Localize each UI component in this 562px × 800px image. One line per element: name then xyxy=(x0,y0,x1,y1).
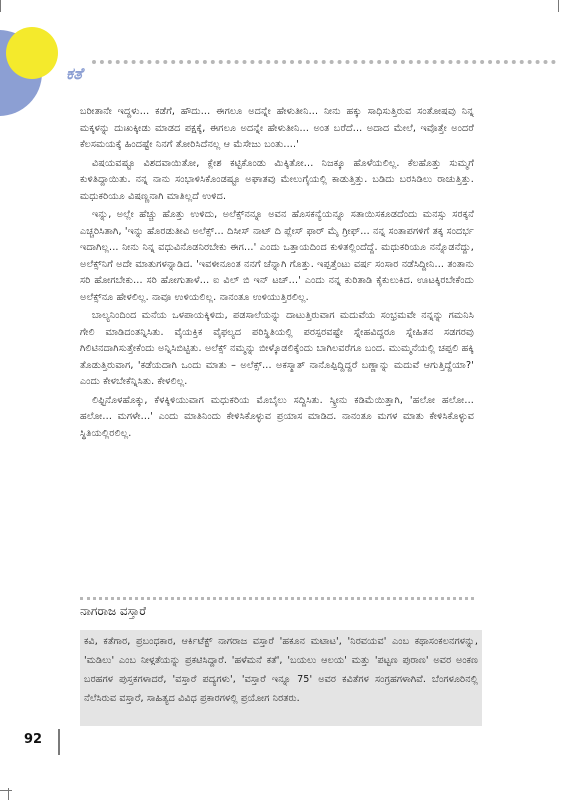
crop-mark xyxy=(0,0,1,12)
header-dotted-rule xyxy=(92,60,556,64)
story-paragraph: ಬರೀತಾನೇ ಇದ್ದಳು... ಕಡೆಗೆ, ಹೌದು... ಈಗಲೂ ಅದನ್ನೇ ಹೇಳುತೀನಿ... ನೀನು ಹಕ್ಕು ಸಾಧಿಸುತ್ತಿರುವ ಸಂತೋಷವು ನಿನ್ನ ಮಕ್ಕಳನ್ನು ದುಃಖಕ್ಕೀಡು ಮಾಡದ ಪಕ್ಷಕ್ಕೆ, ಈಗಲೂ ಅದನ್ನೇ ಹೇಳುತೀನಿ... ಅಂತ ಬರೆದೆ... ಅದಾದ ಮೇಲೆ, ಇವೊತ್ತೇ ಅಂದರೆ ಕೆಲಸಮಯಕ್ಕೆ ಹಿಂದಷ್ಟೇ ನಿನಗೆ ತೋರಿಸಿದೆನಲ್ಲ ಆ ಮೆಸೇಜು ಬಂತು....' xyxy=(80,106,474,150)
page-number-rule xyxy=(58,729,60,755)
crop-mark xyxy=(558,0,559,12)
author-name: ನಾಗರಾಜ ವಸ್ತಾರೆ xyxy=(80,604,147,618)
story-paragraph: ವಿಷಯವಷ್ಟೂ ವಿಶದವಾಯಿತೋ, ಕ್ಲೇಶ ಕಟ್ಟಿಕೊಂಡು ಮಿಕ್ಕಿತೋ... ನಿಜಕ್ಕೂ ಹೊಳೆಯಲಿಲ್ಲ. ಕೆಲಹೊತ್ತು ಸುಮ್ಮಗೆ ಕುಳಿತಿದ್ದಾಯಿತು. ನನ್ನ ನಾನು ಸಂಭಾಳಿಸಿಕೊಂಡಷ್ಟೂ ಅಘಾತವು ಮೇಲುಗೈಯಲ್ಲಿ ಕಾಡುತ್ತಿತ್ತು. ಬಡಿದು ಬರಸಿಡಿಲು ರಾಚುತ್ತಿತ್ತು. ಮಧುಕರಿಯೂ ವಿಷಣ್ಣನಾಗಿ ಮಾತಿಲ್ಲದೆ ಉಳಿದ. xyxy=(80,157,474,202)
section-label: ಕತೆ xyxy=(66,64,83,83)
author-bio-box xyxy=(80,630,482,726)
story-paragraph: ಇನ್ನು, ಅಲ್ಲೇ ಹೆಚ್ಚು ಹೊತ್ತು ಉಳಿದು, ಅಲೆಕ್ಸ್‌ನನ್ನೂ ಅವನ ಹೊಸಕನ್ಯೆಯನ್ನೂ ಸತಾಯಿಸಕೂಡದೆಂದು ಮನಸ್ಸು ಸರಕ್ಕನೆ ಎಚ್ಚರಿಸಿತಾಗಿ, 'ಇನ್ನು ಹೊರಡುತೀವಿ ಅಲೆಕ್ಸ್... ದಿಸೀಸ್ ನಾಟ್ ದಿ ಪ್ಲೇಸ್ ಫಾರ್ ಮೈ ಗ್ರೀಫ್... ನನ್ನ ಸಂತಾಪಗಳಿಗೆ ತಕ್ಕ ಸಂದರ್ಭ ಇದಾಗಿಲ್ಲ... ನೀನು ನಿನ್ನ ವಧುವಿನೊಡನಿರಬೇಕು ಈಗ...' ಎಂದು ಒತ್ತಾಯದಿಂದ ಕುಳಿತಲ್ಲಿಂದೆದ್ದೆ. ಮಧುಕರಿಯೂ ನನ್ನೊಡನೆದ್ದು, ಅಲೆಕ್ಸ್‌ನಿಗೆ ಅದೇ ಮಾತುಗಳನ್ನಾಡಿದ. 'ಇವಳೀನೂಂತ ನನಗೆ ಚೆನ್ನಾಗಿ ಗೊತ್ತು. ಇಪ್ಪತ್ತೆಂಟು ವರ್ಷ ಸಂಸಾರ ನಡೆಸಿದ್ದೀನಿ... ತಂತಾನು ಸರಿ ಹೋಗಬೇಕು... ಸರಿ ಹೋಗುತಾಳೆ... ಐ ವಿಲ್ ಬಿ ಇನ್ ಟಚ್...' ಎಂದು ನನ್ನ ಕುರಿತಾಡಿ ಕೈಕುಲುಕಿದ. ಊಟಕ್ಕಿರಬೇಕೆಂದು ಅಲೆಕ್ಸ್‌ನೂ ಹೇಳಲಿಲ್ಲ. ನಾವೂ ಉಳಿಯಲಿಲ್ಲ. ನಾನಂತೂ ಉಳಿಯುತ್ತಿರಲಿಲ್ಲ. xyxy=(80,209,474,303)
decorative-yellow-circle xyxy=(6,27,58,79)
crop-mark xyxy=(0,790,12,791)
author-bio: ಕವಿ, ಕತೆಗಾರ, ಪ್ರಬಂಧಕಾರ, ಆರ್ಕಿಟೆಕ್ಟ್ ನಾಗರಾಜ ವಸ್ತಾರೆ 'ಹಕೂನ ಮಟಾಟ', 'ನಿರವಯವ' ಎಂಬ ಕಥಾಸಂಕಲನಗಳನ್ನು, 'ಮಡಿಲು' ಎಂಬ ನೀಳ್ಗತೆಯನ್ನು ಪ್ರಕಟಿಸಿದ್ದಾರೆ. 'ಹಳೆಮನೆ ಕತೆ', 'ಬಯಲು ಆಲಯ' ಮತ್ತು 'ಪಟ್ಟಣ ಪುರಾಣ' ಅವರ ಅಂಕಣ ಬರಹಗಳ ಪುಸ್ತಕಗಳಾದರೆ, 'ವಸ್ತಾರೆ ಪದ್ಯಗಳು', 'ವಸ್ತಾರೆ ಇನ್ನೂ 75' ಅವರ ಕವಿತೆಗಳ ಸಂಗ್ರಹಗಳಾಗಿವೆ. ಬೆಂಗಳೂರಿನಲ್ಲಿ ನೆಲೆಸಿರುವ ವಸ್ತಾರೆ, ಸಾಹಿತ್ಯದ ವಿವಿಧ ಪ್ರಕಾರಗಳಲ್ಲಿ ಪ್ರಯೋಗ ನಿರತರು. xyxy=(84,636,478,704)
story-paragraph: ಬಾಲ್ಯನಿಂದಿಂದ ಮನೆಯ ಒಳಪಾಯಕ್ಕಿಳಿದು, ಪಡಸಾಲೆಯನ್ನು ದಾಟುತ್ತಿರುವಾಗ ಮದುವೆಯ ಸಂಭ್ರಮವೇ ನನ್ನನ್ನು ಗಮನಿಸಿ ಗೇಲಿ ಮಾಡಿದಂತನ್ನಿಸಿತು. ವೈಯಕ್ತಿಕ ವೈಫಲ್ಯದ ಪರಿಸ್ಥಿತಿಯಲ್ಲಿ ಪರಸ್ಪರವಷ್ಟೇ ಸ್ನೇಹವಿದ್ದರೂ ಸ್ನೇಹಿತನ ಸಡಗರವು ಗಿಲಿಟಿನದಾಗಿಸುತ್ತೇಕೆಂದು ಅನ್ನಿಸಿಬಿಟ್ಟಿತು. ಅಲೆಕ್ಸ್ ನಮ್ಮನ್ನು ಬೀಳ್ಕೊಡಲಿಕ್ಕೆಂದು ಬಾಗಿಲವರೆಗೂ ಬಂದ. ಮುಮ್ಮನೆಯಲ್ಲಿ ಚಪ್ಪಲಿ ಹಕ್ಕಿ ತೊಡುತ್ತಿರುವಾಗ, 'ಕಡೆಯದಾಗಿ ಒಂದು ಮಾತು – ಅಲೆಕ್ಸ್... ಅಕಸ್ಮಾತ್ ನಾನೊಪ್ಪಿದ್ದಿದ್ದರೆ ಬಣ್ಣಾನ್ನು ಮದುವೆ ಆಗುತ್ತಿದ್ದೆಯಾ?' ಎಂದು ಕೇಳಬೇಕೆನ್ನಿಸಿತು. ಕೇಳಲಿಲ್ಲ. xyxy=(80,310,474,387)
page-number: 92 xyxy=(24,732,43,747)
story-body xyxy=(80,104,474,444)
author-dotted-rule xyxy=(80,597,474,600)
story-paragraph: ಲಿಫ್ಟಿನೊಳಹೊಕ್ಕು, ಕೆಳಕ್ಕಿಳಿಯುವಾಗ ಮಧುಕರಿಯ ಮೊಬೈಲು ಸದ್ದಿಸಿತು. ಸ್ಕ್ರೀನು ಕಡಿಮೆಯಿತ್ತಾಗಿ, 'ಹಲೋ ಹಲೋ... ಹಲೋ... ಮಗಳೇ...' ಎಂದು ಮಾತಿನಿಂದು ಕೇಳಿಸಿಕೊಳ್ಳುವ ಪ್ರಯಾಸ ಮಾಡಿದ. ನಾನಂತೂ ಮಗಳ ಮಾತು ಕೇಳಿಸಿಕೊಳ್ಳುವ ಸ್ಥಿತಿಯಲ್ಲಿರಲಿಲ್ಲ. xyxy=(80,394,474,439)
